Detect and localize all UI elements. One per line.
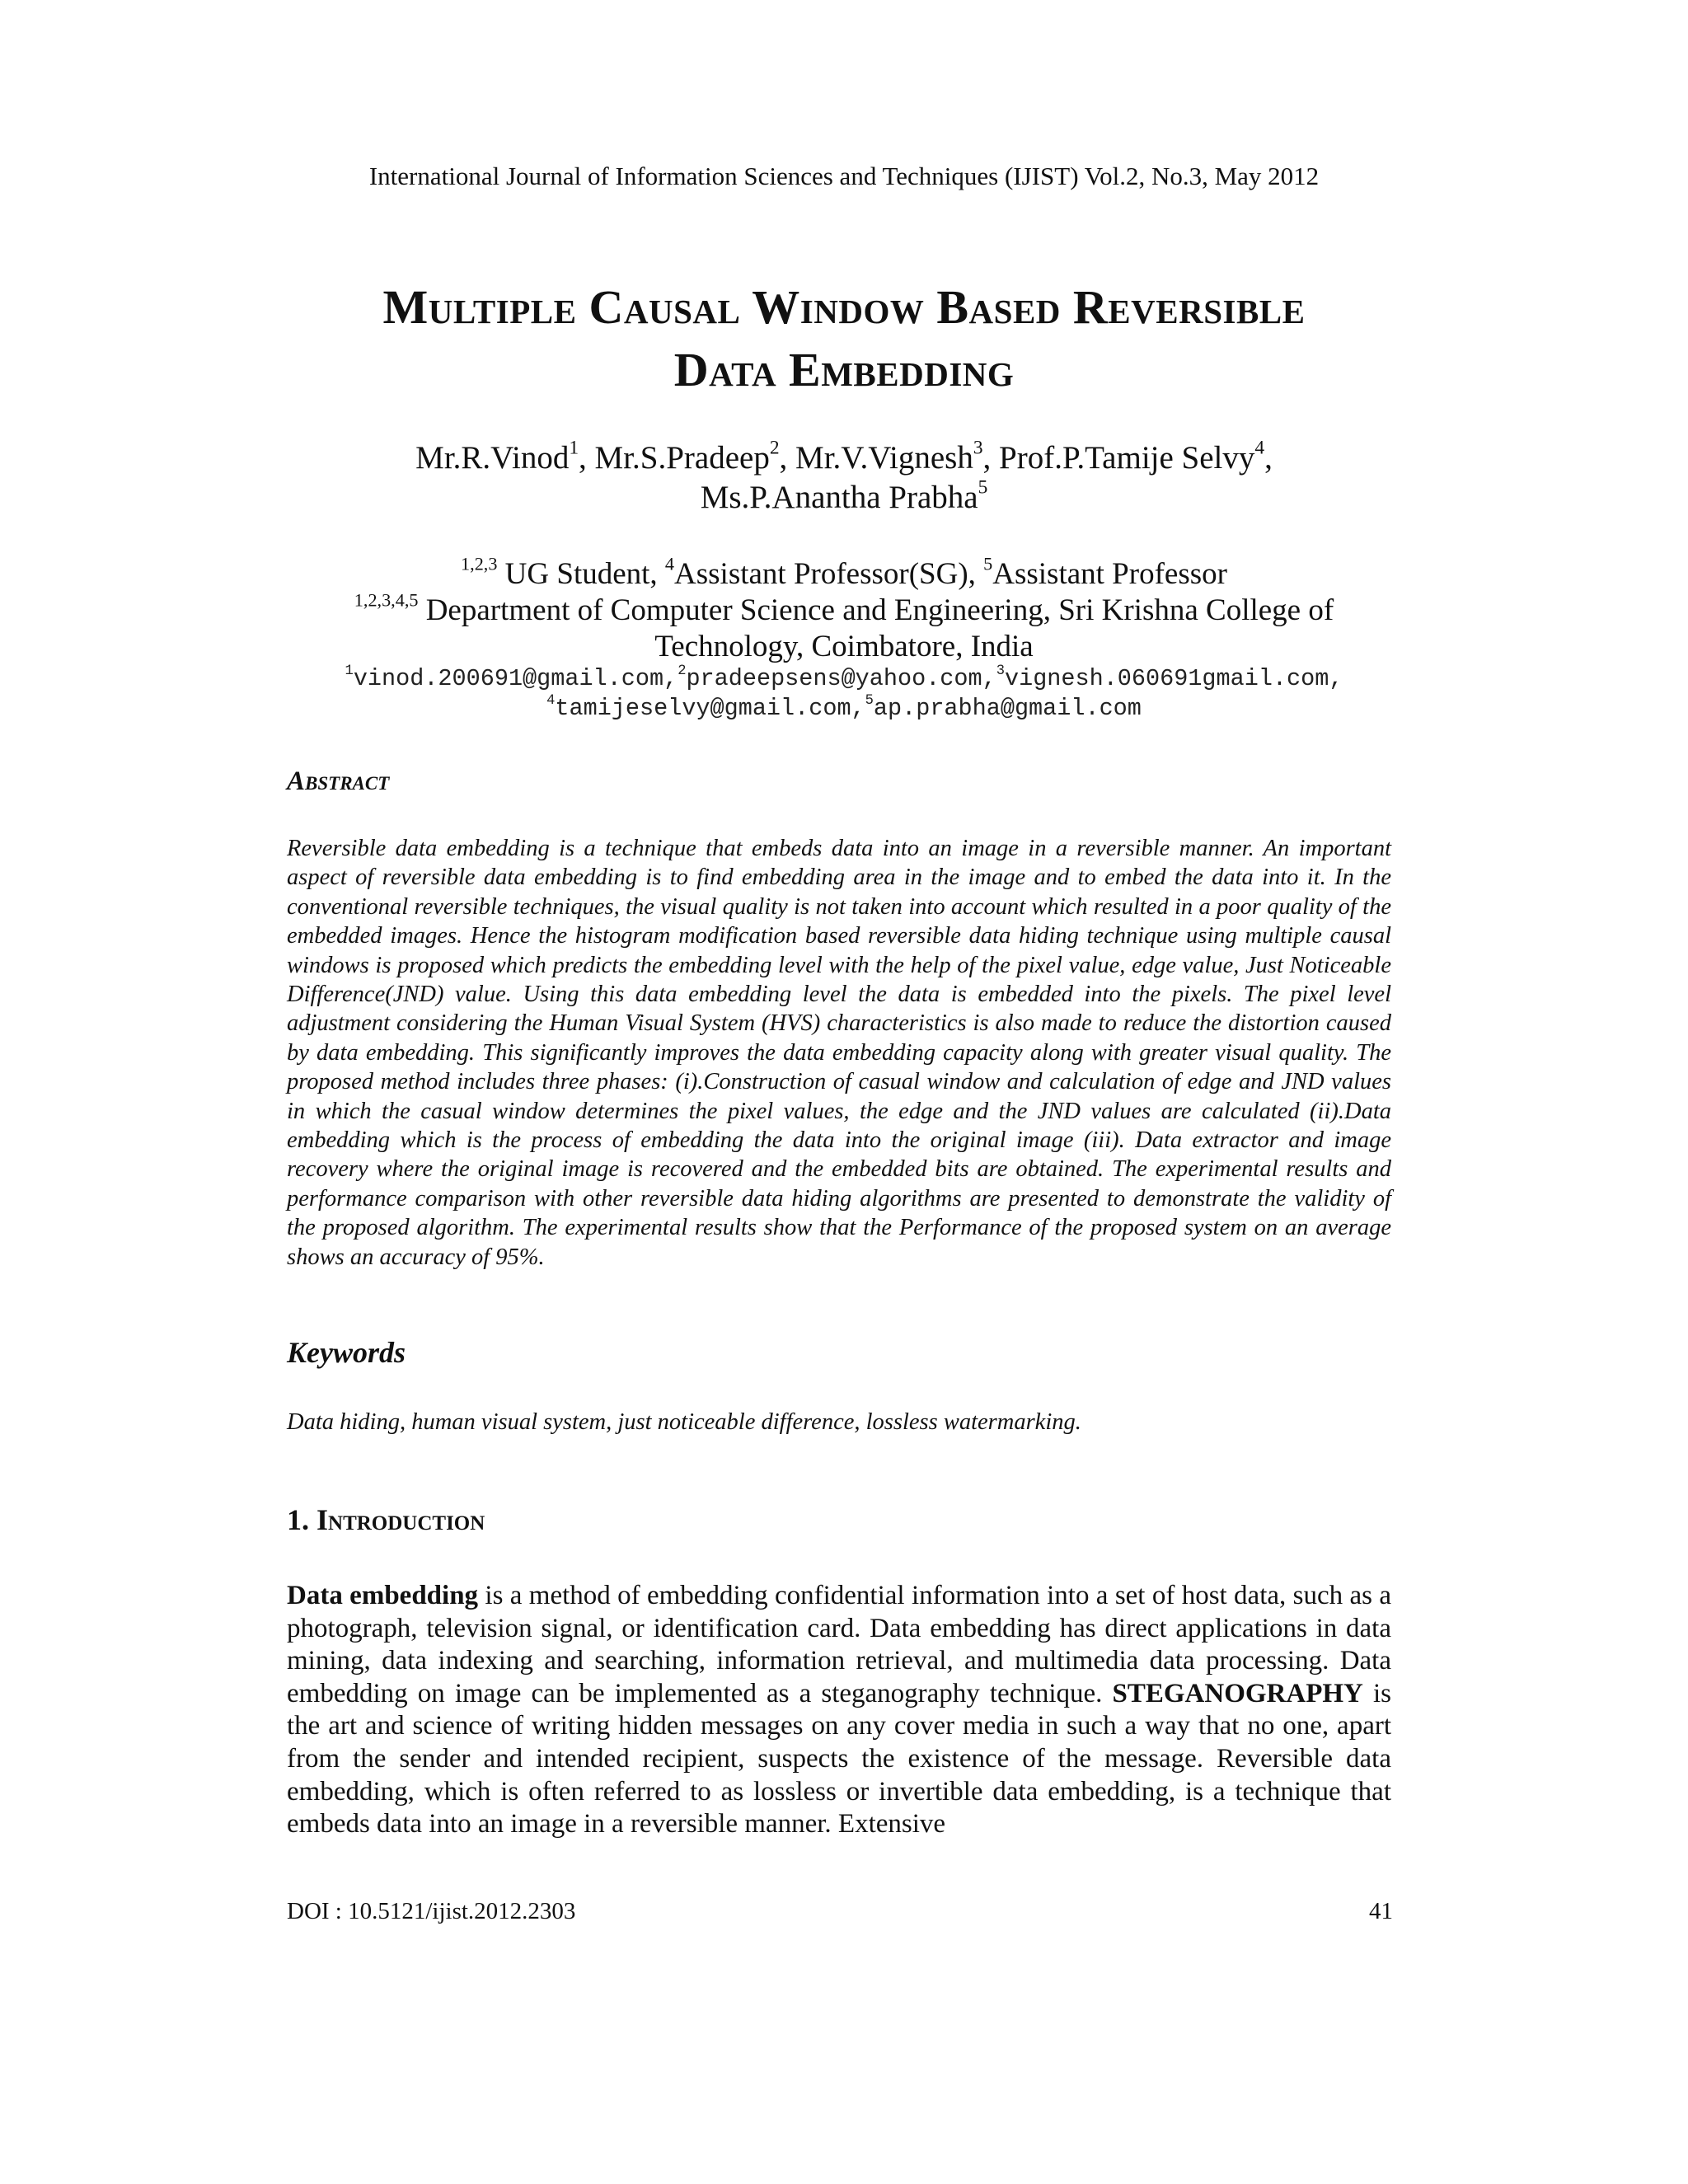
email-marker: 3 xyxy=(996,663,1005,680)
affil-marker: 4 xyxy=(664,553,675,574)
paragraph-text: is the art and science of writing hidden messages on any cover media in such a way that no one, apart from the sender and intended recipient, suspects the existence of the message. Reversible data embedding, which is often referred to as lossless or invertible data embedding, is a technique that embeds data into an image in a reversible manner. Extensive xyxy=(287,1678,1391,1840)
roles-line xyxy=(247,553,1441,593)
author-name: Prof.P.Tamije Selvy xyxy=(999,440,1255,476)
paper-title-line-2: Data Embedding xyxy=(673,343,1015,396)
keywords-text: Data hiding, human visual system, just noticeable difference, lossless watermarking. xyxy=(287,1409,1081,1435)
affil-marker: 5 xyxy=(983,553,993,574)
author-line-2 xyxy=(247,478,1441,518)
introduction-heading: 1. Introduction xyxy=(287,1503,485,1536)
email-marker: 4 xyxy=(546,693,556,710)
role-text: Assistant Professor xyxy=(992,557,1227,591)
role-text: Assistant Professor(SG), xyxy=(674,557,984,591)
author-list xyxy=(247,438,1441,518)
author-name: Mr.S.Pradeep xyxy=(594,440,770,476)
author-name: Mr.V.Vignesh xyxy=(795,440,973,476)
email-marker: 1 xyxy=(345,663,354,680)
author-line-1: Mr.R.Vinod$^1$, Mr.S.Pradeep$^2$, Mr.V.Vignesh$^3$, Prof.P.Tamije Selvy$^4$, xyxy=(415,437,1273,476)
footer-doi: DOI : 10.5121/ijist.2012.2303 xyxy=(287,1898,576,1924)
affiliations xyxy=(247,553,1441,665)
author-marker: 5 xyxy=(978,476,988,499)
email-address: vignesh.060691gmail.com, xyxy=(1004,665,1343,692)
keywords-heading: Keywords xyxy=(287,1336,406,1369)
role-text: UG Student, xyxy=(504,557,665,591)
page-number: 41 xyxy=(1369,1898,1393,1924)
email-address: pradeepsens@yahoo.com, xyxy=(686,665,996,692)
bold-term: Data embedding xyxy=(287,1581,479,1610)
abstract-heading: Abstract xyxy=(287,766,390,796)
author-marker: 1 xyxy=(569,437,579,459)
email-line-2 xyxy=(247,694,1441,724)
email-marker: 2 xyxy=(678,663,687,680)
author-name: Ms.P.Anantha Prabha xyxy=(700,480,978,515)
bold-term: STEGANOGRAPHY xyxy=(1112,1678,1363,1708)
introduction-paragraph xyxy=(287,1580,1391,1841)
paper-title xyxy=(247,276,1441,401)
author-marker: 4 xyxy=(1254,437,1265,459)
department-line xyxy=(247,589,1441,629)
department-line-2: Technology, Coimbatore, India xyxy=(654,630,1034,663)
email-marker: 5 xyxy=(865,693,874,710)
email-address: vinod.200691@gmail.com, xyxy=(353,665,678,692)
author-marker: 2 xyxy=(769,437,780,459)
paragraph-text: is a method of embedding confidential information into a set of host data, such as a photograph, television signal, or identification card. Data embedding has direct applications in data mining, data indexing and searching, information retrieval, and multimedia data processing. Data embedding on image can be implemented as a steganography technique. xyxy=(287,1581,1391,1708)
running-header: International Journal of Information Sciences and Techniques (IJIST) Vol.2, No.3, May 2012 xyxy=(368,162,1320,190)
affil-marker: 1,2,3 xyxy=(461,553,498,574)
paper-title-line-1: Multiple Causal Window Based Reversible xyxy=(382,280,1306,334)
author-name: Mr.R.Vinod xyxy=(415,440,570,476)
author-marker: 3 xyxy=(973,437,983,459)
affil-marker: 1,2,3,4,5 xyxy=(354,589,419,611)
email-line-1 xyxy=(247,664,1441,694)
email-list xyxy=(247,664,1441,724)
department-text: Department of Computer Science and Engineering, Sri Krishna College of xyxy=(425,593,1334,627)
email-address: ap.prabha@gmail.com xyxy=(873,695,1142,722)
email-address: tamijeselvy@gmail.com, xyxy=(555,695,865,722)
abstract-text: Reversible data embedding is a technique that embeds data into an image in a reversible manner. An important aspect of reversible data embedding is to find embedding area in the image and to embed the data into it. In the conventional reversible techniques, the visual quality is not taken into account which resulted in a poor quality of the embedded images. Hence the histogram modification based reversible data hiding technique using multiple causal windows is proposed which predicts the embedding level with the help of the pixel value, edge value, Just Noticeable Difference(JND) value. Using this data embedding level the data is embedded into the pixels. The pixel level adjustment considering the Human Visual System (HVS) characteristics is also made to reduce the distortion caused by data embedding. This significantly improves the data embedding capacity along with greater visual quality. The proposed method includes three phases: (i).Construction of casual window and calculation of edge and JND values in which the casual window determines the pixel values, the edge and the JND values are calculated (ii).Data embedding which is the process of embedding the data into the original image (iii). Data extractor and image recovery where the original image is recovered and the embedded bits are obtained. The experimental results and performance comparison with other reversible data hiding algorithms are presented to demonstrate the validity of the proposed algorithm. The experimental results show that the Performance of the proposed system on an average shows an accuracy of 95%. xyxy=(287,836,1391,1270)
